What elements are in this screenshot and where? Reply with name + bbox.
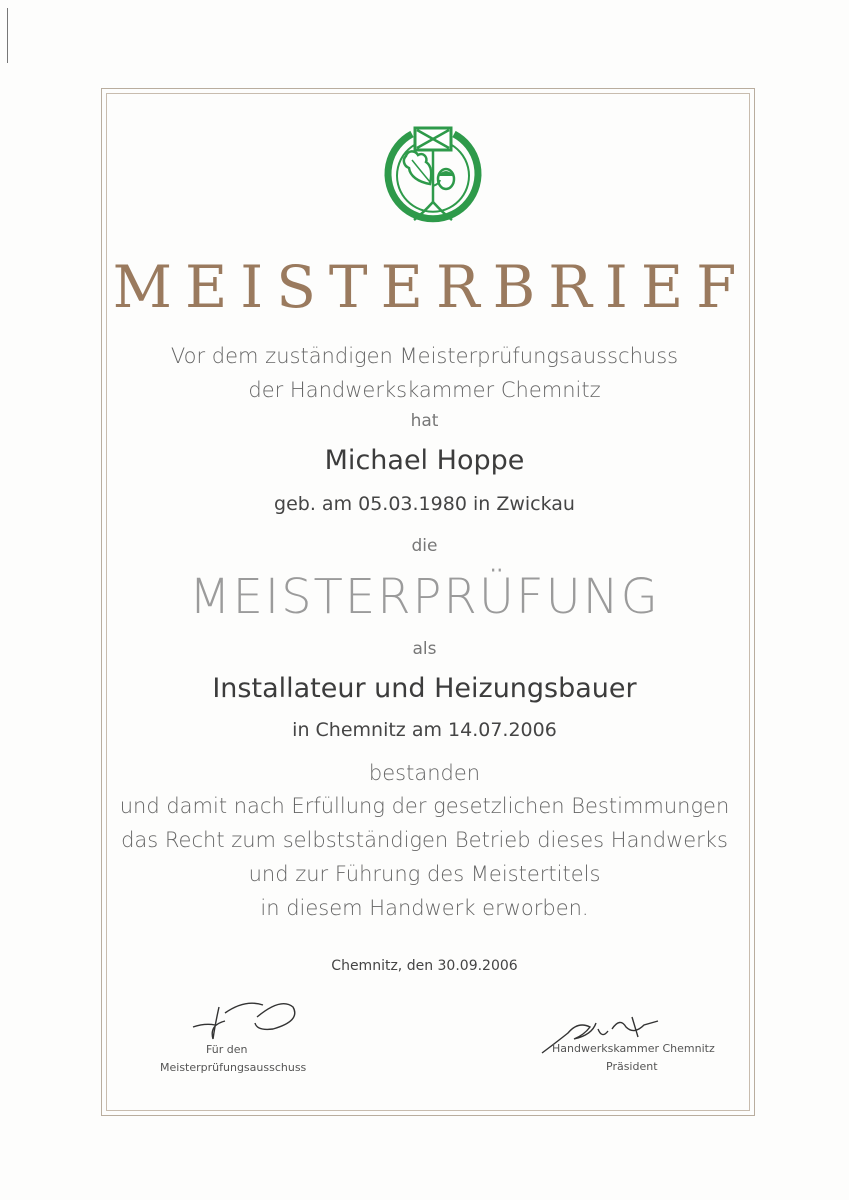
issue-date: Chemnitz, den 30.09.2006 [331, 958, 518, 974]
word-hat: hat [410, 411, 439, 431]
birth-info: geb. am 05.03.1980 in Zwickau [274, 493, 575, 515]
intro-line-2: der Handwerkskammer Chemnitz [248, 378, 601, 402]
left-signature-label-1: Für den [206, 1043, 248, 1056]
passed-line-1: bestanden [368, 761, 481, 785]
passed-line-2: und damit nach Erfüllung der gesetzlichen Bestimmungen [119, 794, 730, 818]
trade-name: Installateur und Heizungsbauer [212, 673, 637, 704]
right-signature-label-1: Handwerkskammer Chemnitz [552, 1042, 715, 1055]
certificate-title: MEISTERBRIEF [112, 253, 750, 321]
passed-line-5: in diesem Handwerk erworben. [260, 896, 589, 920]
left-signature-label-2: Meisterprüfungsausschuss [160, 1061, 307, 1074]
handwerk-emblem-icon [382, 124, 484, 230]
committee-signature [185, 995, 300, 1045]
intro-line-1: Vor dem zuständigen Meisterprüfungsausschuss [170, 344, 679, 368]
exam-place-date: in Chemnitz am 14.07.2006 [292, 719, 557, 741]
holder-name: Michael Hoppe [324, 445, 525, 476]
scan-edge-line [7, 8, 8, 63]
right-signature-label-2: Präsident [606, 1060, 658, 1073]
passed-line-3: das Recht zum selbstständigen Betrieb dieses Handwerks [121, 828, 728, 852]
exam-title: MEISTERPRÜFUNG [189, 569, 660, 625]
passed-line-4: und zur Führung des Meistertitels [248, 862, 601, 886]
word-als: als [412, 639, 437, 659]
word-die: die [411, 536, 438, 556]
